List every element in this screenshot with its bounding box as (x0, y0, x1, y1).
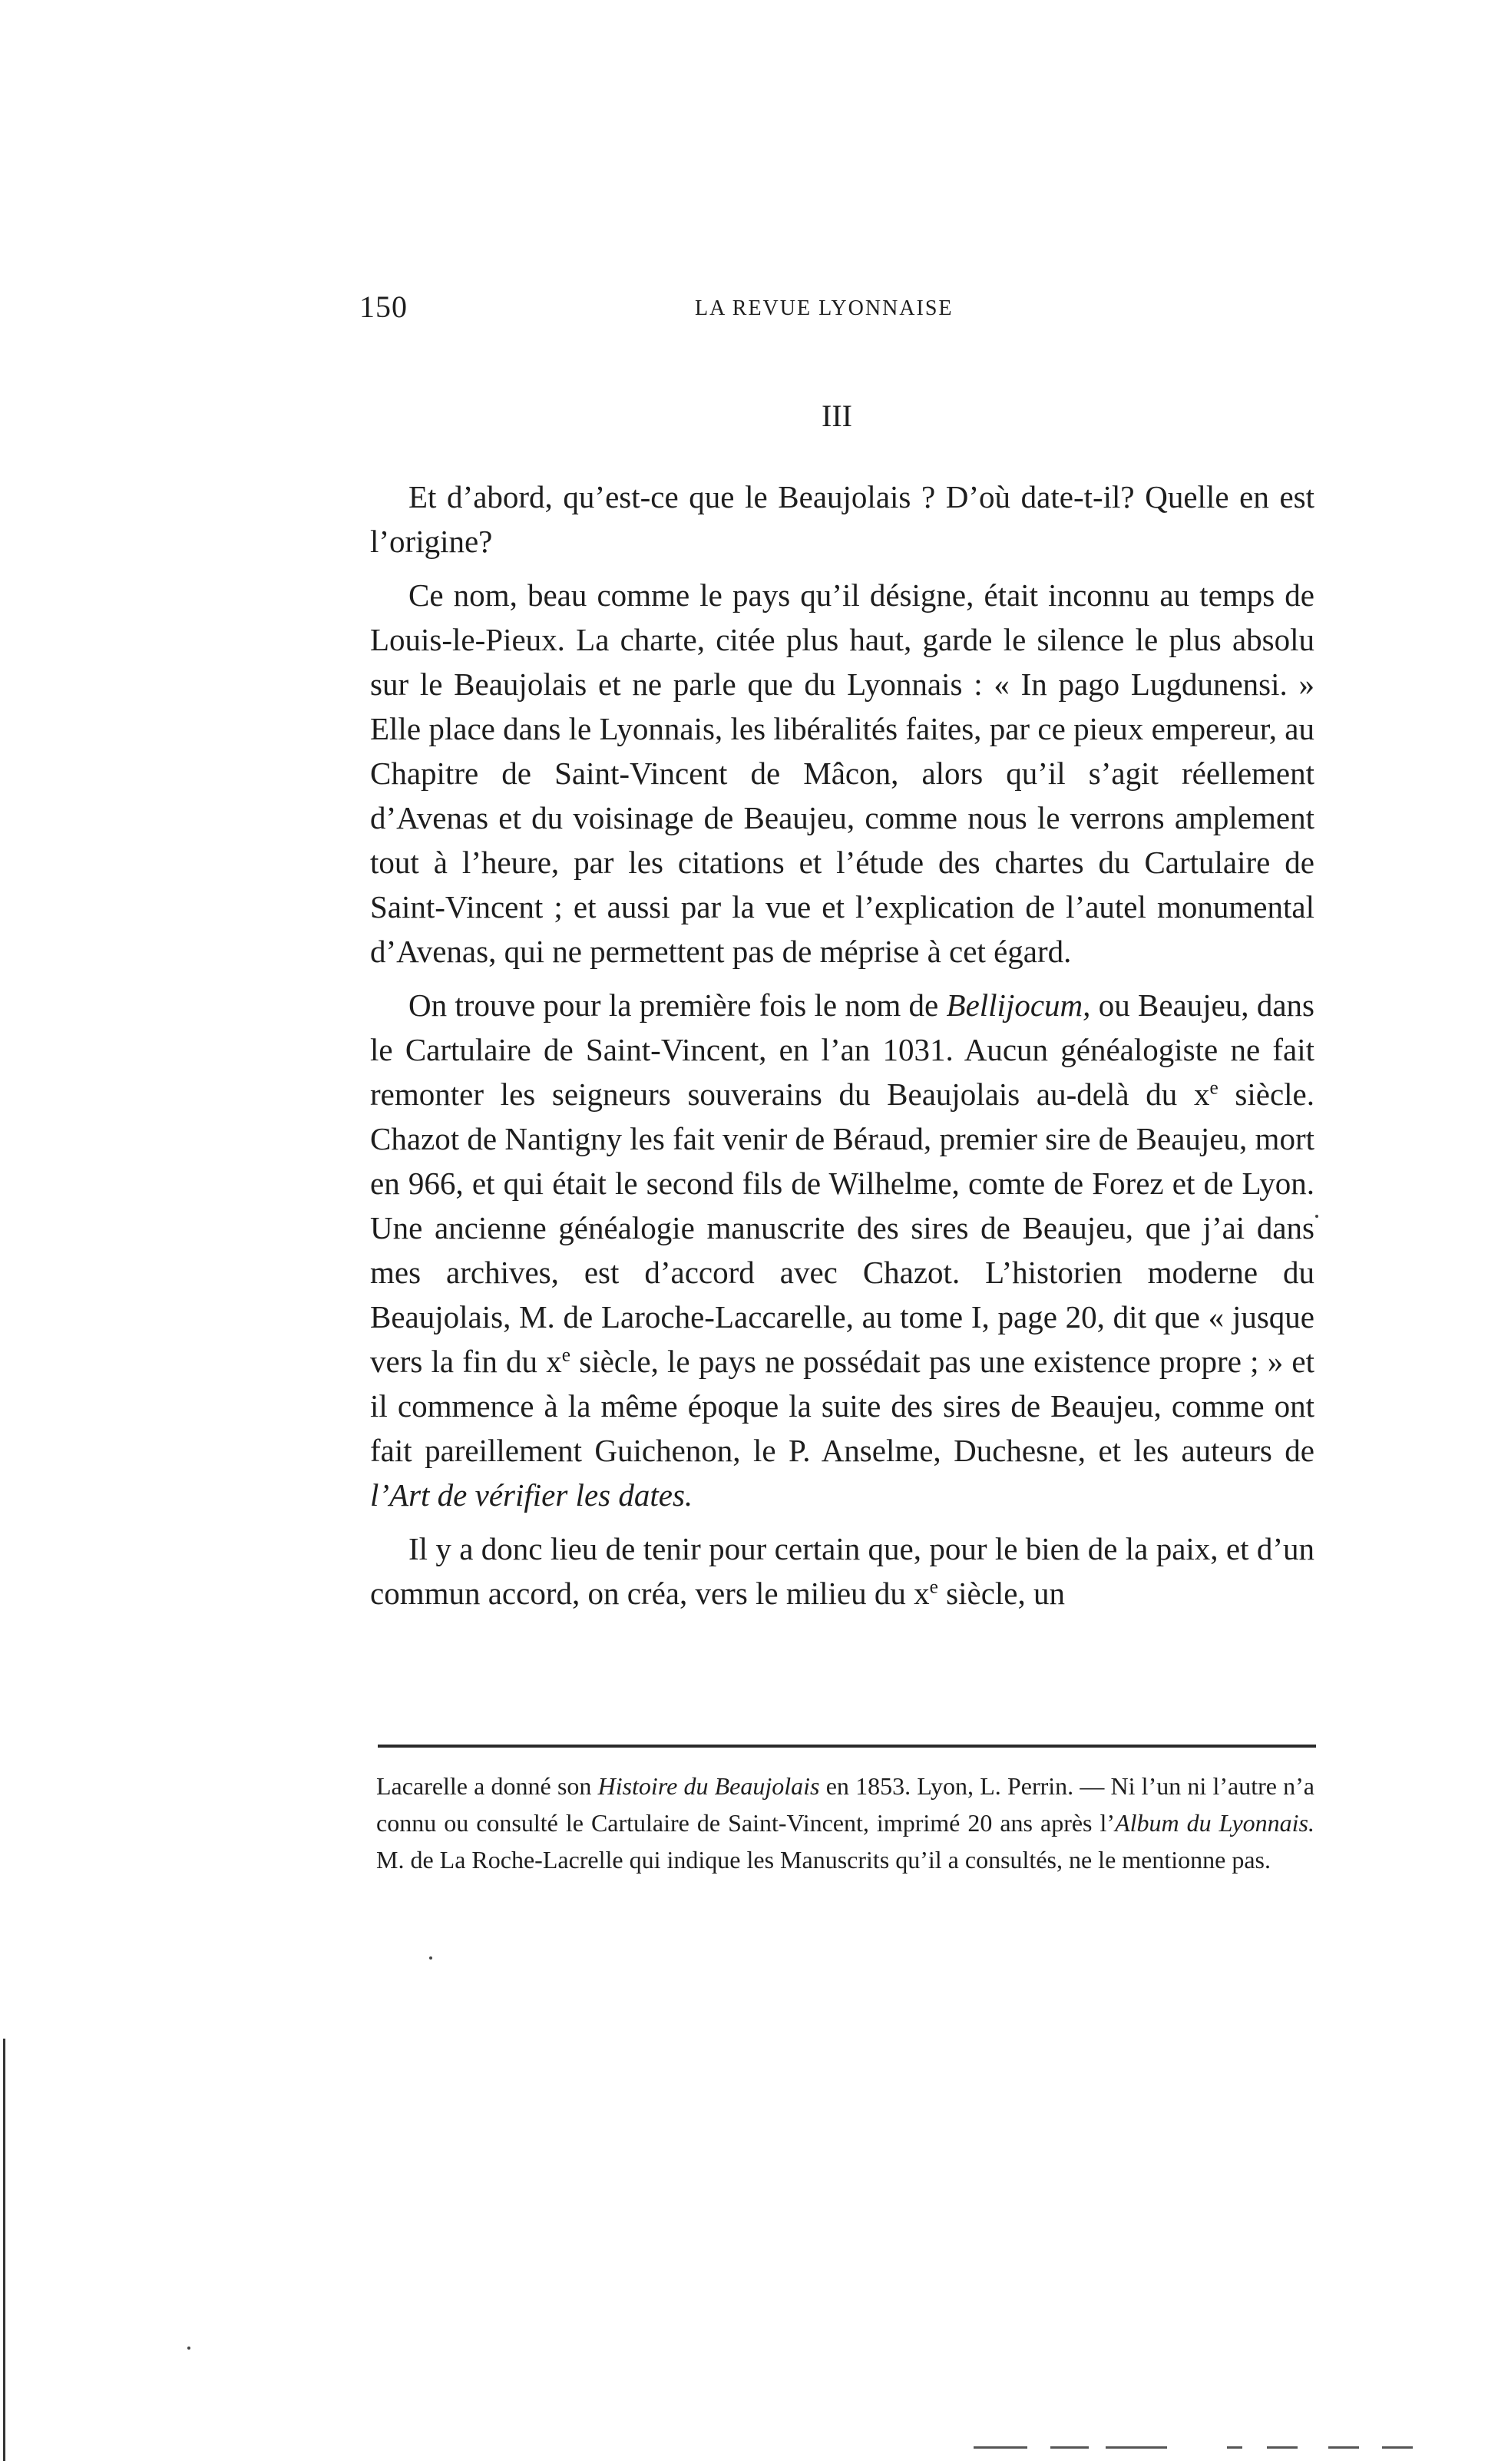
footnote (376, 1768, 1314, 1878)
scan-edge-line (3, 2039, 5, 2461)
superscript: e (929, 1576, 938, 1598)
footnote-rule (378, 1745, 1316, 1748)
italic-term: Bellijocum, (946, 987, 1091, 1023)
body-text (370, 475, 1314, 1616)
paragraph-3-text: On trouve pour la première fois le nom de (408, 987, 947, 1023)
italic-title: Histoire du Beaujolais (597, 1772, 820, 1800)
paragraph-2: Ce nom, beau comme le pays qu’il désigne, était inconnu au temps de Louis-le-Pieux. La charte, citée plus haut, garde le silence le plus absolu sur le Beaujolais et ne parle que du Lyonnais : « In pago Lugdunensi. » Elle place dans le Lyonnais, les libéralités faites, par ce pieux empereur, au Chapitre de Saint-Vincent de Mâcon, alors qu’il s’agit réellement d’Avenas et du voisinage de Beaujeu, comme nous le verrons amplement tout à l’heure, par les citations et l’étude des chartes du Cartulaire de Saint-Vincent ; et aussi par la vue et l’explication de l’autel monumental d’Avenas, qui ne permettent pas de méprise à cet égard. (370, 577, 1314, 969)
italic-title: Album du Lyonnais. (1115, 1809, 1315, 1837)
paragraph-3-text: ou Beaujeu, dans le Cartulaire de Saint-Vincent, en l’an 1031. Aucun généalogiste ne fait remonter les seigneurs souverains du Beaujolais au-delà du x (370, 987, 1315, 1112)
scan-edge-dash (1267, 2446, 1298, 2449)
footnote-text: Lacarelle a donné son (376, 1772, 598, 1800)
scan-edge-dash (1227, 2446, 1242, 2449)
paragraph-4-text: siècle, un (937, 1576, 1066, 1611)
scan-edge-dash (1050, 2446, 1089, 2449)
scan-speck (187, 2347, 190, 2350)
scan-speck (429, 1956, 432, 1960)
italic-title: l’Art de vérifier les dates. (370, 1477, 693, 1513)
scan-edge-dash (974, 2446, 1027, 2449)
superscript: e (561, 1344, 571, 1366)
paragraph-1: Et d’abord, qu’est-ce que le Beaujolais ? D’où date-t-il? Quelle en est l’origine? (370, 479, 1314, 559)
paragraph-4 (370, 1526, 1314, 1616)
scan-edge-dash (1382, 2446, 1413, 2449)
running-title: LA REVUE LYONNAISE (695, 296, 954, 320)
paragraph-4-text: Il y a donc lieu de tenir pour certain que, pour le bien de la paix, et d’un commun accord, on créa, vers le milieu du x (370, 1531, 1314, 1611)
paragraph-3-text: siècle. Chazot de Nantigny les fait venir de Béraud, premier sire de Beaujeu, mort en 966, et qui était le second fils de Wilhelme, comte de Forez et de Lyon. Une ancienne généalogie manuscrite des sires de Beaujeu, que j’ai dans mes archives, est d’accord avec Chazot. L’historien moderne du Beaujolais, M. de Laroche-Laccarelle, au tome I, page 20, dit que « jusque vers la fin du x (370, 1077, 1314, 1379)
footnote-text: en 1853. Lyon, L. Perrin. — Ni l’un ni l’autre n’a connu ou consulté le Cartulaire de Saint-Vincent, imprimé 20 ans après l’ (376, 1772, 1315, 1837)
scan-edge-dash (1106, 2446, 1167, 2449)
footnote-text: M. de La Roche-Lacrelle qui indique les Manuscrits qu’il a consultés, ne le mentionne pas. (376, 1846, 1271, 1874)
paragraph-3 (370, 983, 1314, 1517)
scan-edge-dash (1328, 2446, 1359, 2449)
scan-speck (1315, 1215, 1318, 1218)
superscript: e (1209, 1077, 1219, 1099)
paragraph-3-text: siècle, le pays ne possédait pas une existence propre ; » et il commence à la même époque la suite des sires de Beaujeu, comme ont fait pareillement Guichenon, le P. Anselme, Duchesne, et les auteurs de (370, 1344, 1314, 1468)
section-heading: III (822, 399, 852, 433)
page-number: 150 (359, 289, 408, 324)
